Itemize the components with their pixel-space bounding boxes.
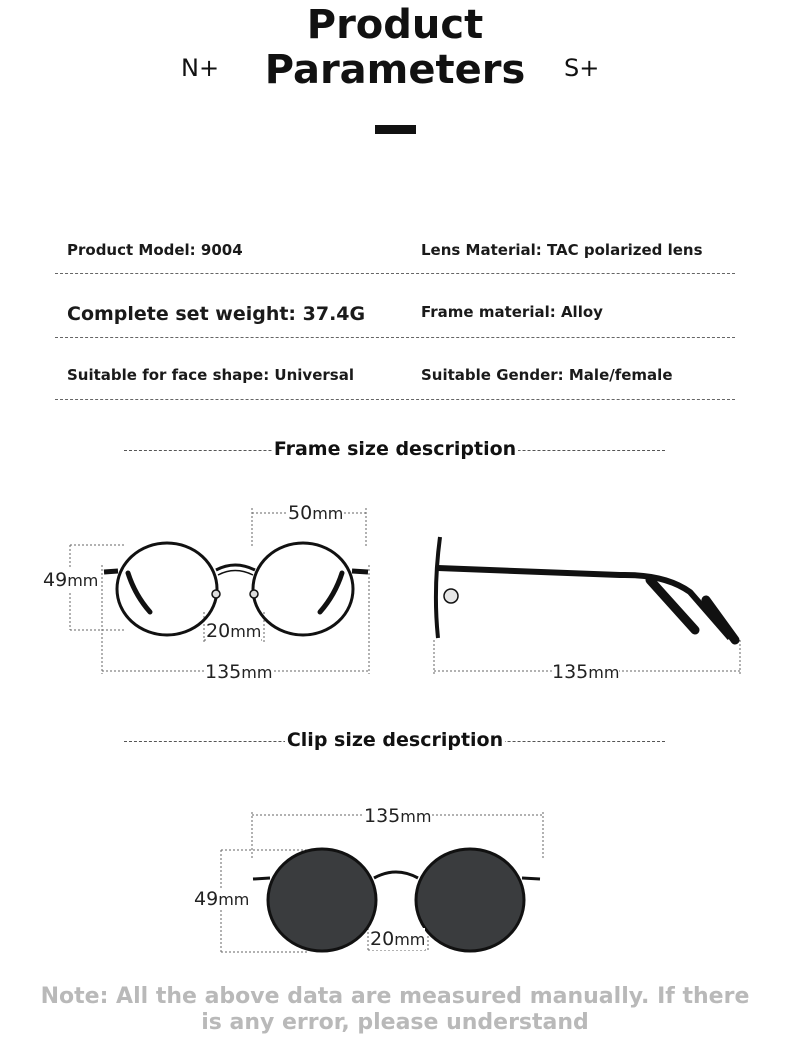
- bridge-label: 20mm: [206, 620, 262, 642]
- page-title-line1: Product: [306, 2, 484, 48]
- clip-width-label: 135mm: [364, 805, 432, 827]
- spec-lens-material: Lens Material: TAC polarized lens: [421, 241, 703, 259]
- clip-bridge-label: 20mm: [370, 928, 426, 950]
- spec-gender: Suitable Gender: Male/female: [421, 366, 673, 384]
- temple-length-label: 135mm: [552, 661, 620, 683]
- dimension-guides: [70, 508, 740, 674]
- glasses-side-icon: [436, 537, 735, 640]
- clip-height-label: 49mm: [194, 888, 250, 910]
- spec-face-shape: Suitable for face shape: Universal: [67, 366, 354, 384]
- frame-section-title: Frame size description: [273, 438, 517, 460]
- spec-frame-material: Frame material: Alloy: [421, 303, 603, 321]
- right-mark: S+: [564, 54, 600, 82]
- left-mark: N+: [181, 54, 220, 82]
- note-line2: is any error, please understand: [201, 1010, 589, 1035]
- page-title-line2: Parameters: [264, 47, 526, 93]
- lens-width-label: 50mm: [288, 502, 344, 524]
- lens-height-label: 49mm: [43, 569, 99, 591]
- note-line1: Note: All the above data are measured manually. If there: [40, 984, 750, 1009]
- clip-section-title: Clip size description: [286, 729, 504, 751]
- spec-weight: Complete set weight: 37.4G: [67, 303, 366, 325]
- spec-model: Product Model: 9004: [67, 241, 243, 259]
- total-width-label: 135mm: [205, 661, 273, 683]
